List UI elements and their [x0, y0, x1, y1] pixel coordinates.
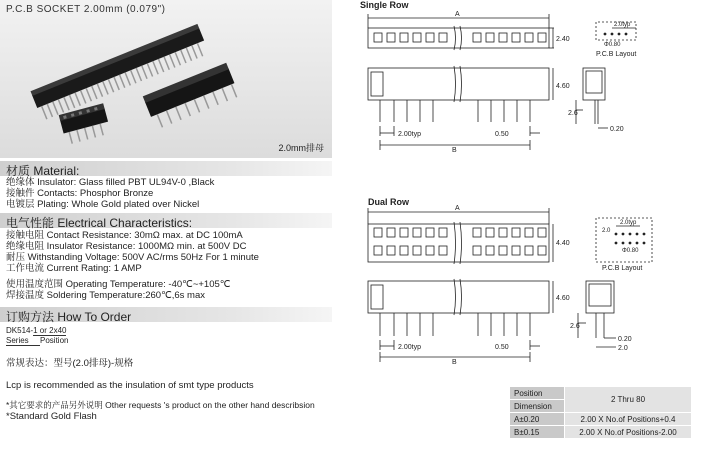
electrical-line: 焊接温度 Soldering Temperature:260℃,6s max [6, 290, 205, 301]
dual-dim-height: 4.40 [556, 240, 570, 247]
dimension-header: Dimension [510, 400, 565, 413]
single-dim-pin: 0.50 [495, 131, 509, 138]
order-code [6, 326, 66, 335]
table-row [510, 413, 692, 426]
technical-drawings [340, 0, 706, 386]
single-layout-hole: Φ0.80 [604, 42, 621, 48]
dual-dim-a: A [455, 205, 460, 212]
table-row [510, 426, 692, 439]
dim-a-label: A±0.20 [510, 413, 565, 426]
single-row-title: Single Row [360, 0, 409, 10]
single-dim-height: 2.40 [556, 36, 570, 43]
dim-b-value: 2.00 X No.of Positions-2.00 [565, 426, 692, 439]
other-requests: *其它要求的产品另外说明 Other requests 's product on the other hand describsion [6, 400, 315, 410]
dual-layout-hole: Φ0.80 [622, 248, 639, 254]
single-dim-pitch: 2.00typ [398, 131, 421, 138]
dual-layout-label: P.C.B Layout [602, 265, 643, 272]
material-line: 电镀层 Plating: Whole Gold plated over Nickel [6, 199, 200, 210]
order-labels [6, 336, 68, 346]
electrical-line: 接触电阻 Contact Resistance: 30mΩ max. at DC 100mA [6, 230, 243, 241]
electrical-heading-band [0, 213, 332, 228]
dual-dim-body: 4.60 [556, 295, 570, 302]
material-line: 绝缘体 Insulator: Glass filled PBT UL94V-0 ,Black [6, 177, 215, 188]
electrical-line: 工作电流 Current Rating: 1 AMP [6, 263, 142, 274]
order-heading-band [0, 307, 332, 322]
standard-note: *Standard Gold Flash [6, 411, 97, 422]
dim-a-value: 2.00 X No.of Positions+0.4 [565, 413, 692, 426]
electrical-line: 绝缘电阻 Insulator Resistance: 1000MΩ min. at 500V DC [6, 241, 247, 252]
order-code-prefix: DK514- [6, 326, 34, 335]
material-line: 接触件 Contacts: Phosphor Bronze [6, 188, 154, 199]
product-photo-panel [0, 0, 332, 158]
electrical-line: 使用温度范围 Operating Temperature: -40℃~+105℃ [6, 279, 231, 290]
single-layout-pitch: 2.0typ [614, 22, 631, 28]
dual-dim-pitch: 2.00typ [398, 344, 421, 351]
dimension-table [509, 386, 692, 439]
series-label: Series [6, 336, 40, 346]
dual-dim-row: 2.0 [618, 345, 628, 352]
single-dim-body: 4.60 [556, 83, 570, 90]
single-dim-tail: 2.6 [568, 110, 578, 117]
order-code-suffix: 1 or 2x40 [33, 326, 67, 335]
single-layout-label: P.C.B Layout [596, 51, 637, 58]
lcp-note: Lcp is recommended as the insulation of smt type products [6, 380, 254, 391]
dual-dim-pin-w: 0.20 [618, 336, 632, 343]
dual-row-title: Dual Row [368, 197, 410, 207]
dual-dim-pin: 0.50 [495, 344, 509, 351]
position-label: Position [40, 336, 69, 345]
dual-dim-b: B [452, 359, 457, 366]
dim-b-label: B±0.15 [510, 426, 565, 439]
single-dim-b: B [452, 147, 457, 154]
material-heading-band [0, 161, 332, 176]
single-dim-pin-w: 0.20 [610, 126, 624, 133]
position-header: Position [510, 387, 565, 400]
electrical-line: 耐压 Withstanding Voltage: 500V AC/rms 50Hz For 1 minute [6, 252, 259, 263]
connector-photo [0, 0, 332, 158]
order-heading: 订购方法 How To Order [6, 310, 132, 324]
position-range: 2 Thru 80 [565, 387, 692, 413]
single-dim-a: A [455, 11, 460, 18]
electrical-heading: 电气性能 Electrical Characteristics: [6, 216, 193, 230]
dual-layout-row: 2.0 [602, 228, 611, 234]
photo-title: P.C.B SOCKET 2.00mm (0.079") [6, 4, 166, 15]
table-row [510, 387, 692, 400]
dual-layout-pitch: 2.0typ [620, 220, 637, 226]
material-heading: 材质 Material: [6, 164, 80, 178]
common-expression: 常规表达：型号(2.0排母)-规格 [6, 358, 134, 369]
dual-dim-tail: 2.6 [570, 323, 580, 330]
photo-caption: 2.0mm排母 [278, 143, 324, 153]
